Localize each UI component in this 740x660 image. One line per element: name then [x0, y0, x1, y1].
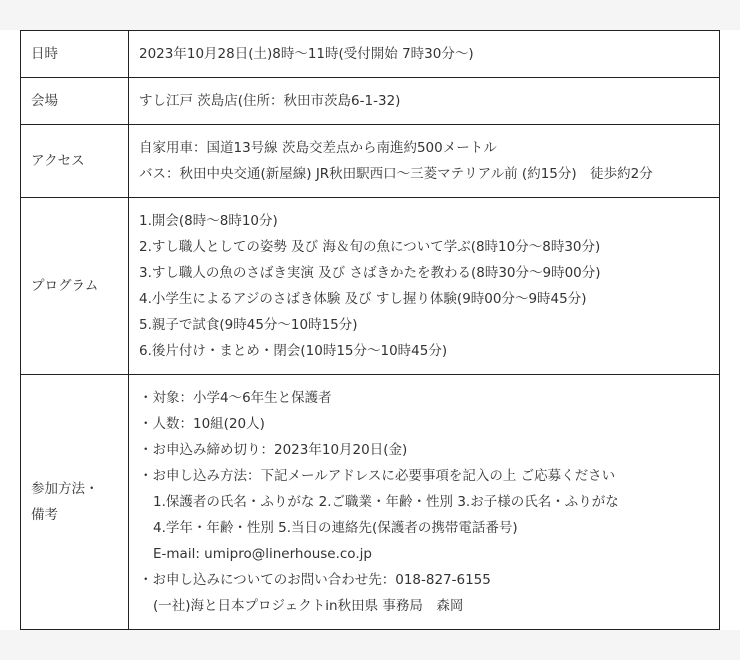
program-item: 5.親子で試食(9時45分～10時15分) [139, 317, 358, 333]
row-label-application [21, 375, 129, 630]
capacity: ・人数：10組(20人) [139, 416, 265, 432]
label-text: プログラム [31, 278, 99, 294]
program-item: 4.小学生によるアジのさばき体験 及び すし握り体験(9時00分～9時45分) [139, 291, 587, 307]
program-item: 2.すし職人としての姿勢 及び 海＆旬の魚について学ぶ(8時10分～8時30分) [139, 239, 601, 255]
table-row-venue [21, 78, 720, 125]
row-content-access [129, 125, 720, 198]
inquiry-phone: ・お申し込みについてのお問い合わせ先：018-827-6155 [139, 572, 491, 588]
table-row-program [21, 198, 720, 375]
document-sheet [0, 30, 740, 630]
table-row-datetime [21, 31, 720, 78]
access-line: 自家用車：国道13号線 茨島交差点から南進約500メートル [139, 140, 497, 156]
row-content-program [129, 198, 720, 375]
table-row-access [21, 125, 720, 198]
program-item: 1.開会(8時～8時10分) [139, 213, 278, 229]
table-row-application [21, 375, 720, 630]
row-label-program [21, 198, 129, 375]
row-content-application [129, 375, 720, 630]
label-text-line: 備考 [31, 507, 58, 523]
datetime-text: 2023年10月28日(土)8時～11時(受付開始 7時30分～) [139, 46, 474, 62]
label-text: 会場 [31, 93, 58, 109]
label-text-line: 参加方法・ [31, 481, 99, 497]
target-audience: ・対象：小学4～6年生と保護者 [139, 390, 332, 406]
required-items: 1.保護者の氏名・ふりがな 2.ご職業・年齢・性別 3.お子様の氏名・ふりがな [153, 494, 619, 510]
row-label-venue [21, 78, 129, 125]
row-label-datetime [21, 31, 129, 78]
contact-email: E-mail: umipro@linerhouse.co.jp [153, 546, 372, 562]
event-info-table [20, 30, 720, 630]
program-item: 3.すし職人の魚のさばき実演 及び さばきかたを教わる(8時30分～9時00分) [139, 265, 601, 281]
label-text: アクセス [31, 153, 85, 169]
row-label-access [21, 125, 129, 198]
organizer: (一社)海と日本プロジェクトin秋田県 事務局 森岡 [153, 598, 464, 614]
application-method: ・お申し込み方法：下記メールアドレスに必要事項を記入の上 ご応募ください [139, 468, 616, 484]
access-line: バス：秋田中央交通(新屋線) JR秋田駅西口～三菱マテリアル前 (約15分) 徒歩約2分 [139, 166, 653, 182]
program-item: 6.後片付け・まとめ・閉会(10時15分～10時45分) [139, 343, 448, 359]
required-items: 4.学年・年齢・性別 5.当日の連絡先(保護者の携帯電話番号) [153, 520, 518, 536]
label-text: 日時 [31, 46, 58, 62]
row-content-venue [129, 78, 720, 125]
deadline: ・お申込み締め切り：2023年10月20日(金) [139, 442, 408, 458]
venue-text: すし江戸 茨島店(住所：秋田市茨島6-1-32) [139, 93, 401, 109]
row-content-datetime [129, 31, 720, 78]
